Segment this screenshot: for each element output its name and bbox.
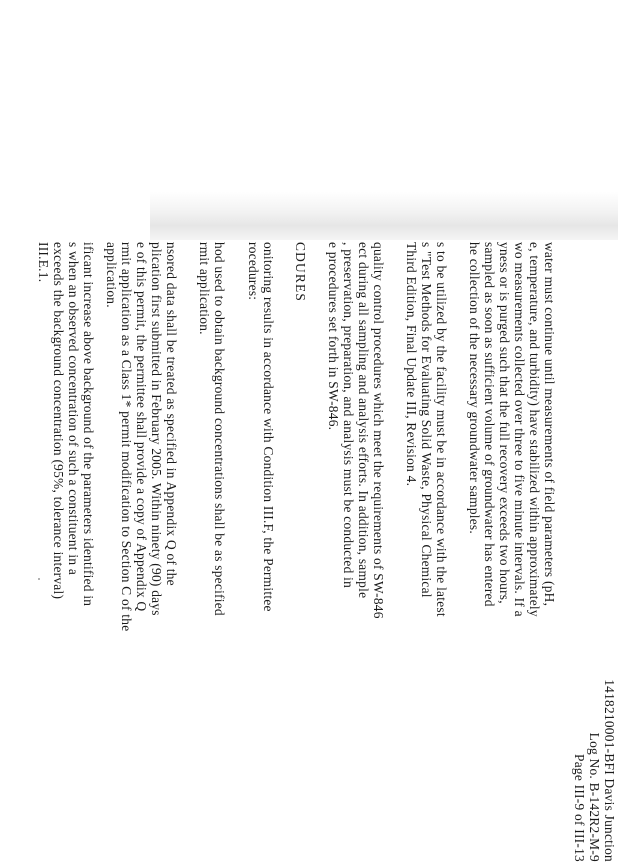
paragraph-3-line-1: quality control procedures which meet the requirements of SW-846 [371, 242, 386, 619]
paragraph-7-line-3: exceeds the background concentration (95%, tolerance interval) [51, 242, 66, 600]
paragraph-5-line-2: rmit application. [197, 242, 212, 335]
scan-edge-band [150, 192, 618, 240]
paragraph-1-line-3: wo measurements collected over three to five minute intervals. If a [512, 242, 527, 617]
paragraph-1-line-5: sampled as soon as sufficient volume of groundwater has entered [482, 242, 497, 607]
paragraph-7-line-1: ificant increase above background of the parameters identified in [81, 242, 96, 607]
paragraph-5-line-1: hod used to obtain background concentrations shall be as specified [212, 242, 227, 616]
paragraph-6-line-2: plication first submitted in February 2005. Within ninety (90) days [149, 242, 164, 616]
paragraph-3-line-2: ect during all sampling and analysis efforts. In addition, sample [356, 242, 371, 599]
section-heading: CDURES [293, 242, 308, 303]
paragraph-6-line-3: e of this permit, the permittee shall provide a copy of Appendix Q [134, 242, 149, 612]
paragraph-2-line-1: s to be utilized by the facility must be in accordance with the latest [434, 242, 449, 617]
paragraph-4-line-1: onitoring results in accordance with Condition III.F, the Permittee [261, 242, 276, 612]
header-log-number: Log No. B-142R2-M-9 [587, 732, 602, 862]
paragraph-6-line-5: application. [104, 242, 119, 308]
paragraph-1-line-1: water must continue until measurements of field parameters (pH, [542, 242, 557, 607]
paragraph-7-line-2: s when an observed concentration of such a constituent in a [66, 242, 81, 576]
paragraph-1-line-6: he collection of the necessary groundwater samples. [467, 242, 482, 534]
paragraph-1-line-2: e, temperature, and turbidity) have stabilized within approximately [527, 242, 542, 617]
paragraph-3-line-3: , preservation, preparation, and analysis must be conducted in [341, 242, 356, 589]
scan-speck [38, 578, 40, 580]
header-project: 1418210001-BFI Davis Junction [602, 679, 617, 862]
paragraph-2-line-2: s "Test Methods for Evaluating Solid Waste, Physical Chemical [419, 242, 434, 598]
paragraph-3-line-4: e procedures set forth in SW-846. [326, 242, 341, 431]
paragraph-6-line-1: nsored data shall be treated as specified in Appendix Q of the [164, 242, 179, 586]
paragraph-2-line-3: Third Edition, Final Update III, Revision 4. [404, 242, 419, 487]
paragraph-6-line-4: rmit application as a Class 1* permit modification to Section C of the [119, 242, 134, 632]
rotated-document-sheet [36, 242, 618, 862]
paragraph-4-line-2: rocedures: [246, 242, 261, 301]
paragraph-1-line-4: yness or is purged such that the full recovery exceeds two hours, [497, 242, 512, 604]
header-page-number: Page III-9 of III-13 [572, 754, 587, 862]
paragraph-7-line-4: III.E.1. [36, 242, 51, 283]
